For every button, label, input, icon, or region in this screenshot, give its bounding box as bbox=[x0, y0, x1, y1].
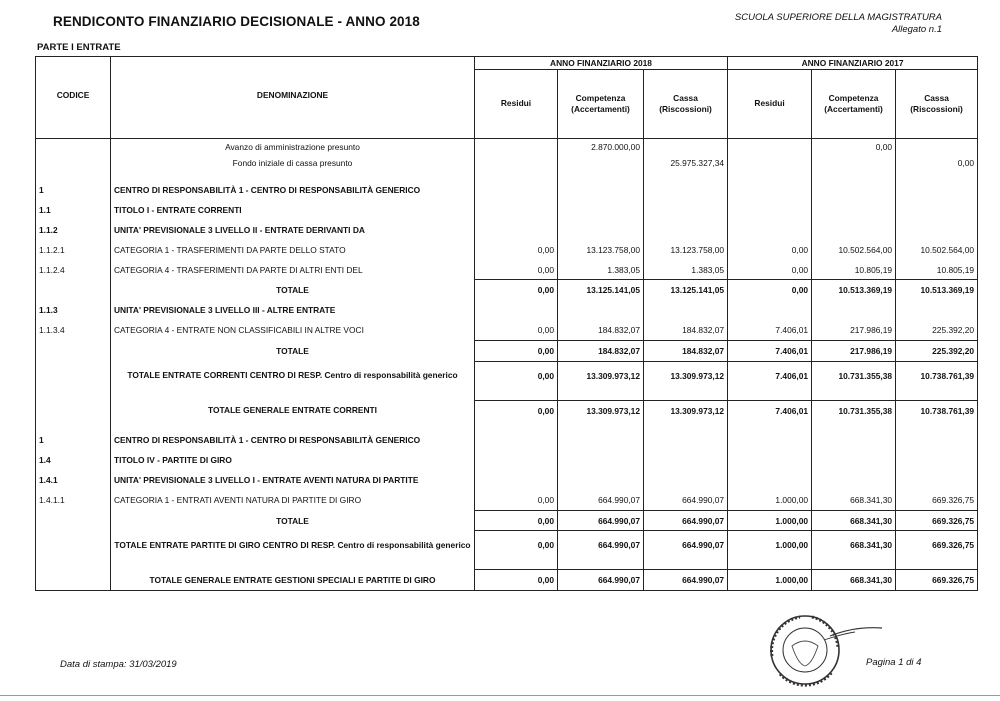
official-stamp bbox=[760, 606, 890, 701]
amount-cell: 217.986,19 bbox=[812, 340, 896, 361]
spacer-row bbox=[36, 559, 978, 570]
amount-cell: 225.392,20 bbox=[896, 340, 978, 361]
row-description: TOTALE GENERALE ENTRATE GESTIONI SPECIALI E PARTITE DI GIRO bbox=[111, 570, 475, 591]
row-description: CATEGORIA 4 - ENTRATE NON CLASSIFICABILI IN ALTRE VOCI bbox=[111, 320, 475, 340]
row-description: TOTALE ENTRATE PARTITE DI GIRO CENTRO DI RESP. Centro di responsabilità generico bbox=[111, 531, 475, 560]
table-row bbox=[36, 240, 978, 260]
row-code bbox=[36, 280, 111, 300]
amount-cell: 664.990,07 bbox=[644, 531, 728, 560]
amount-cell bbox=[558, 450, 644, 470]
amount-cell: 664.990,07 bbox=[558, 531, 644, 560]
table-row bbox=[36, 260, 978, 280]
amount-cell: 0,00 bbox=[728, 260, 812, 280]
row-description: TOTALE GENERALE ENTRATE CORRENTI bbox=[111, 400, 475, 420]
amount-cell: 7.406,01 bbox=[728, 320, 812, 340]
row-description: UNITA' PREVISIONALE 3 LIVELLO II - ENTRATE DERIVANTI DA bbox=[111, 220, 475, 240]
amount-cell: 0,00 bbox=[475, 280, 558, 300]
amount-cell bbox=[728, 181, 812, 201]
avanzo-label: Avanzo di amministrazione presunto bbox=[111, 138, 475, 155]
amount-cell bbox=[644, 430, 728, 450]
row-code: 1.4.1 bbox=[36, 470, 111, 490]
amount-cell bbox=[558, 220, 644, 240]
amount-cell: 1.000,00 bbox=[728, 570, 812, 591]
amount-cell bbox=[644, 220, 728, 240]
amount-cell bbox=[728, 300, 812, 320]
amount-cell: 7.406,01 bbox=[728, 340, 812, 361]
amount-cell bbox=[728, 220, 812, 240]
amount-cell bbox=[644, 200, 728, 220]
spacer-row bbox=[36, 420, 978, 430]
amount-cell: 10.502.564,00 bbox=[812, 240, 896, 260]
opening-row-fondo bbox=[36, 155, 978, 171]
amount-cell: 0,00 bbox=[475, 260, 558, 280]
cassa-2017-header: Cassa (Riscossioni) bbox=[896, 70, 978, 139]
amount-cell bbox=[475, 181, 558, 201]
amount-cell: 184.832,07 bbox=[558, 320, 644, 340]
amount-cell: 184.832,07 bbox=[644, 320, 728, 340]
amount-cell bbox=[475, 470, 558, 490]
amount-cell: 184.832,07 bbox=[644, 340, 728, 361]
opening-row-avanzo bbox=[36, 138, 978, 155]
amount-cell: 0,00 bbox=[475, 320, 558, 340]
row-code: 1.1.3.4 bbox=[36, 320, 111, 340]
row-description: CENTRO DI RESPONSABILITÀ 1 - CENTRO DI RESPONSABILITÀ GENERICO bbox=[111, 181, 475, 201]
amount-cell bbox=[896, 220, 978, 240]
amount-cell: 664.990,07 bbox=[558, 570, 644, 591]
row-description: TOTALE ENTRATE CORRENTI CENTRO DI RESP. Centro di responsabilità generico bbox=[111, 361, 475, 390]
spacer-row bbox=[36, 171, 978, 181]
amount-cell: 0,00 bbox=[475, 400, 558, 420]
amount-cell: 669.326,75 bbox=[896, 570, 978, 591]
amount-cell bbox=[896, 450, 978, 470]
amount-cell bbox=[728, 450, 812, 470]
row-description: TITOLO IV - PARTITE DI GIRO bbox=[111, 450, 475, 470]
amount-cell bbox=[728, 470, 812, 490]
amount-cell bbox=[812, 220, 896, 240]
amount-cell bbox=[558, 430, 644, 450]
amount-cell bbox=[896, 181, 978, 201]
row-description: TOTALE bbox=[111, 340, 475, 361]
amount-cell: 0,00 bbox=[728, 240, 812, 260]
revenue-table bbox=[35, 56, 978, 591]
amount-cell: 225.392,20 bbox=[896, 320, 978, 340]
amount-cell: 1.000,00 bbox=[728, 531, 812, 560]
amount-cell bbox=[475, 300, 558, 320]
row-code: 1.4 bbox=[36, 450, 111, 470]
amount-cell bbox=[644, 300, 728, 320]
row-code: 1.1 bbox=[36, 200, 111, 220]
fondo-2017: 0,00 bbox=[896, 155, 978, 171]
amount-cell: 13.125.141,05 bbox=[558, 280, 644, 300]
avanzo-2018: 2.870.000,00 bbox=[558, 138, 644, 155]
avanzo-2017: 0,00 bbox=[812, 138, 896, 155]
table-row bbox=[36, 510, 978, 531]
amount-cell: 10.738.761,39 bbox=[896, 400, 978, 420]
row-description: CATEGORIA 1 - TRASFERIMENTI DA PARTE DELLO STATO bbox=[111, 240, 475, 260]
amount-cell bbox=[475, 200, 558, 220]
amount-cell bbox=[728, 200, 812, 220]
amount-cell: 13.309.973,12 bbox=[558, 361, 644, 390]
table-row bbox=[36, 181, 978, 201]
amount-cell bbox=[896, 470, 978, 490]
amount-cell bbox=[812, 181, 896, 201]
row-code bbox=[36, 510, 111, 531]
amount-cell: 1.383,05 bbox=[644, 260, 728, 280]
amount-cell: 664.990,07 bbox=[644, 490, 728, 510]
amount-cell bbox=[644, 450, 728, 470]
section-label: PARTE I ENTRATE bbox=[37, 42, 121, 53]
row-description: UNITA' PREVISIONALE 3 LIVELLO I - ENTRATE AVENTI NATURA DI PARTITE bbox=[111, 470, 475, 490]
amount-cell bbox=[558, 470, 644, 490]
row-description: UNITA' PREVISIONALE 3 LIVELLO III - ALTRE ENTRATE bbox=[111, 300, 475, 320]
row-code bbox=[36, 570, 111, 591]
row-code bbox=[36, 400, 111, 420]
table-row bbox=[36, 320, 978, 340]
row-code: 1.1.2 bbox=[36, 220, 111, 240]
table-row bbox=[36, 400, 978, 420]
table-row bbox=[36, 490, 978, 510]
stamp-icon bbox=[760, 606, 890, 696]
amount-cell: 664.990,07 bbox=[558, 510, 644, 531]
table-row bbox=[36, 531, 978, 560]
amount-cell: 669.326,75 bbox=[896, 531, 978, 560]
amount-cell: 664.990,07 bbox=[644, 570, 728, 591]
page-number: Pagina 1 di 4 bbox=[866, 657, 922, 668]
row-code bbox=[36, 361, 111, 390]
amount-cell: 664.990,07 bbox=[558, 490, 644, 510]
amount-cell bbox=[896, 430, 978, 450]
row-code bbox=[36, 531, 111, 560]
table-row bbox=[36, 220, 978, 240]
amount-cell: 0,00 bbox=[475, 361, 558, 390]
amount-cell: 669.326,75 bbox=[896, 510, 978, 531]
amount-cell: 7.406,01 bbox=[728, 400, 812, 420]
row-description: TOTALE bbox=[111, 510, 475, 531]
table-row bbox=[36, 570, 978, 591]
amount-cell: 0,00 bbox=[475, 340, 558, 361]
amount-cell: 13.123.758,00 bbox=[558, 240, 644, 260]
institution-block bbox=[735, 12, 942, 36]
amount-cell: 668.341,30 bbox=[812, 490, 896, 510]
amount-cell: 0,00 bbox=[475, 490, 558, 510]
amount-cell bbox=[475, 430, 558, 450]
amount-cell: 0,00 bbox=[475, 510, 558, 531]
table-row bbox=[36, 340, 978, 361]
report-title: RENDICONTO FINANZIARIO DECISIONALE - ANNO 2018 bbox=[53, 14, 420, 29]
amount-cell: 13.309.973,12 bbox=[558, 400, 644, 420]
amount-cell bbox=[812, 200, 896, 220]
attachment-label: Allegato n.1 bbox=[891, 24, 942, 35]
fondo-2018: 25.975.327,34 bbox=[644, 155, 728, 171]
table-body bbox=[36, 171, 978, 591]
amount-cell: 10.502.564,00 bbox=[896, 240, 978, 260]
amount-cell: 664.990,07 bbox=[644, 510, 728, 531]
denominazione-header: DENOMINAZIONE bbox=[111, 70, 475, 139]
row-code bbox=[36, 340, 111, 361]
amount-cell: 0,00 bbox=[475, 240, 558, 260]
row-description: TOTALE bbox=[111, 280, 475, 300]
year-2017-header: ANNO FINANZIARIO 2017 bbox=[728, 57, 978, 70]
amount-cell: 668.341,30 bbox=[812, 531, 896, 560]
row-code: 1.1.2.4 bbox=[36, 260, 111, 280]
institution-name: SCUOLA SUPERIORE DELLA MAGISTRATURA bbox=[734, 12, 942, 23]
table-row bbox=[36, 470, 978, 490]
amount-cell bbox=[644, 470, 728, 490]
amount-cell bbox=[812, 450, 896, 470]
header-blank bbox=[111, 57, 475, 70]
table-row bbox=[36, 450, 978, 470]
amount-cell bbox=[728, 430, 812, 450]
amount-cell: 184.832,07 bbox=[558, 340, 644, 361]
amount-cell: 668.341,30 bbox=[812, 570, 896, 591]
row-description: CENTRO DI RESPONSABILITÀ 1 - CENTRO DI RESPONSABILITÀ GENERICO bbox=[111, 430, 475, 450]
amount-cell bbox=[475, 220, 558, 240]
amount-cell bbox=[812, 300, 896, 320]
competenza-2018-header: Competenza (Accertamenti) bbox=[558, 70, 644, 139]
amount-cell bbox=[558, 200, 644, 220]
amount-cell: 10.513.369,19 bbox=[896, 280, 978, 300]
amount-cell bbox=[644, 181, 728, 201]
amount-cell: 13.123.758,00 bbox=[644, 240, 728, 260]
amount-cell bbox=[558, 300, 644, 320]
amount-cell bbox=[896, 200, 978, 220]
amount-cell: 10.805,19 bbox=[812, 260, 896, 280]
amount-cell: 10.738.761,39 bbox=[896, 361, 978, 390]
row-description: TITOLO I - ENTRATE CORRENTI bbox=[111, 200, 475, 220]
amount-cell: 0,00 bbox=[475, 531, 558, 560]
codice-header: CODICE bbox=[36, 70, 111, 139]
row-description: CATEGORIA 1 - ENTRATI AVENTI NATURA DI PARTITE DI GIRO bbox=[111, 490, 475, 510]
amount-cell: 10.731.355,38 bbox=[812, 361, 896, 390]
amount-cell: 13.125.141,05 bbox=[644, 280, 728, 300]
fondo-label: Fondo iniziale di cassa presunto bbox=[111, 155, 475, 171]
table-row bbox=[36, 280, 978, 300]
table-row bbox=[36, 430, 978, 450]
amount-cell bbox=[812, 470, 896, 490]
row-description: CATEGORIA 4 - TRASFERIMENTI DA PARTE DI ALTRI ENTI DEL bbox=[111, 260, 475, 280]
table-row bbox=[36, 361, 978, 390]
amount-cell: 10.805,19 bbox=[896, 260, 978, 280]
residui-2017-header: Residui bbox=[728, 70, 812, 139]
amount-cell: 1.000,00 bbox=[728, 510, 812, 531]
amount-cell: 1.383,05 bbox=[558, 260, 644, 280]
header-blank bbox=[36, 57, 111, 70]
competenza-2017-header: Competenza (Accertamenti) bbox=[812, 70, 896, 139]
amount-cell: 669.326,75 bbox=[896, 490, 978, 510]
amount-cell bbox=[558, 181, 644, 201]
amount-cell: 217.986,19 bbox=[812, 320, 896, 340]
table-row bbox=[36, 200, 978, 220]
row-code: 1.1.2.1 bbox=[36, 240, 111, 260]
amount-cell: 0,00 bbox=[475, 570, 558, 591]
cassa-2018-header: Cassa (Riscossioni) bbox=[644, 70, 728, 139]
amount-cell: 668.341,30 bbox=[812, 510, 896, 531]
year-2018-header: ANNO FINANZIARIO 2018 bbox=[475, 57, 728, 70]
row-code: 1.1.3 bbox=[36, 300, 111, 320]
amount-cell: 1.000,00 bbox=[728, 490, 812, 510]
row-code: 1 bbox=[36, 181, 111, 201]
amount-cell: 0,00 bbox=[728, 280, 812, 300]
amount-cell: 13.309.973,12 bbox=[644, 400, 728, 420]
amount-cell: 7.406,01 bbox=[728, 361, 812, 390]
scan-edge-line bbox=[0, 695, 1000, 696]
amount-cell: 10.731.355,38 bbox=[812, 400, 896, 420]
amount-cell bbox=[475, 450, 558, 470]
table-row bbox=[36, 300, 978, 320]
amount-cell: 13.309.973,12 bbox=[644, 361, 728, 390]
amount-cell bbox=[896, 300, 978, 320]
spacer-row bbox=[36, 390, 978, 401]
amount-cell bbox=[812, 430, 896, 450]
print-date: Data di stampa: 31/03/2019 bbox=[60, 659, 177, 670]
row-code: 1.4.1.1 bbox=[36, 490, 111, 510]
residui-2018-header: Residui bbox=[475, 70, 558, 139]
row-code: 1 bbox=[36, 430, 111, 450]
amount-cell: 10.513.369,19 bbox=[812, 280, 896, 300]
